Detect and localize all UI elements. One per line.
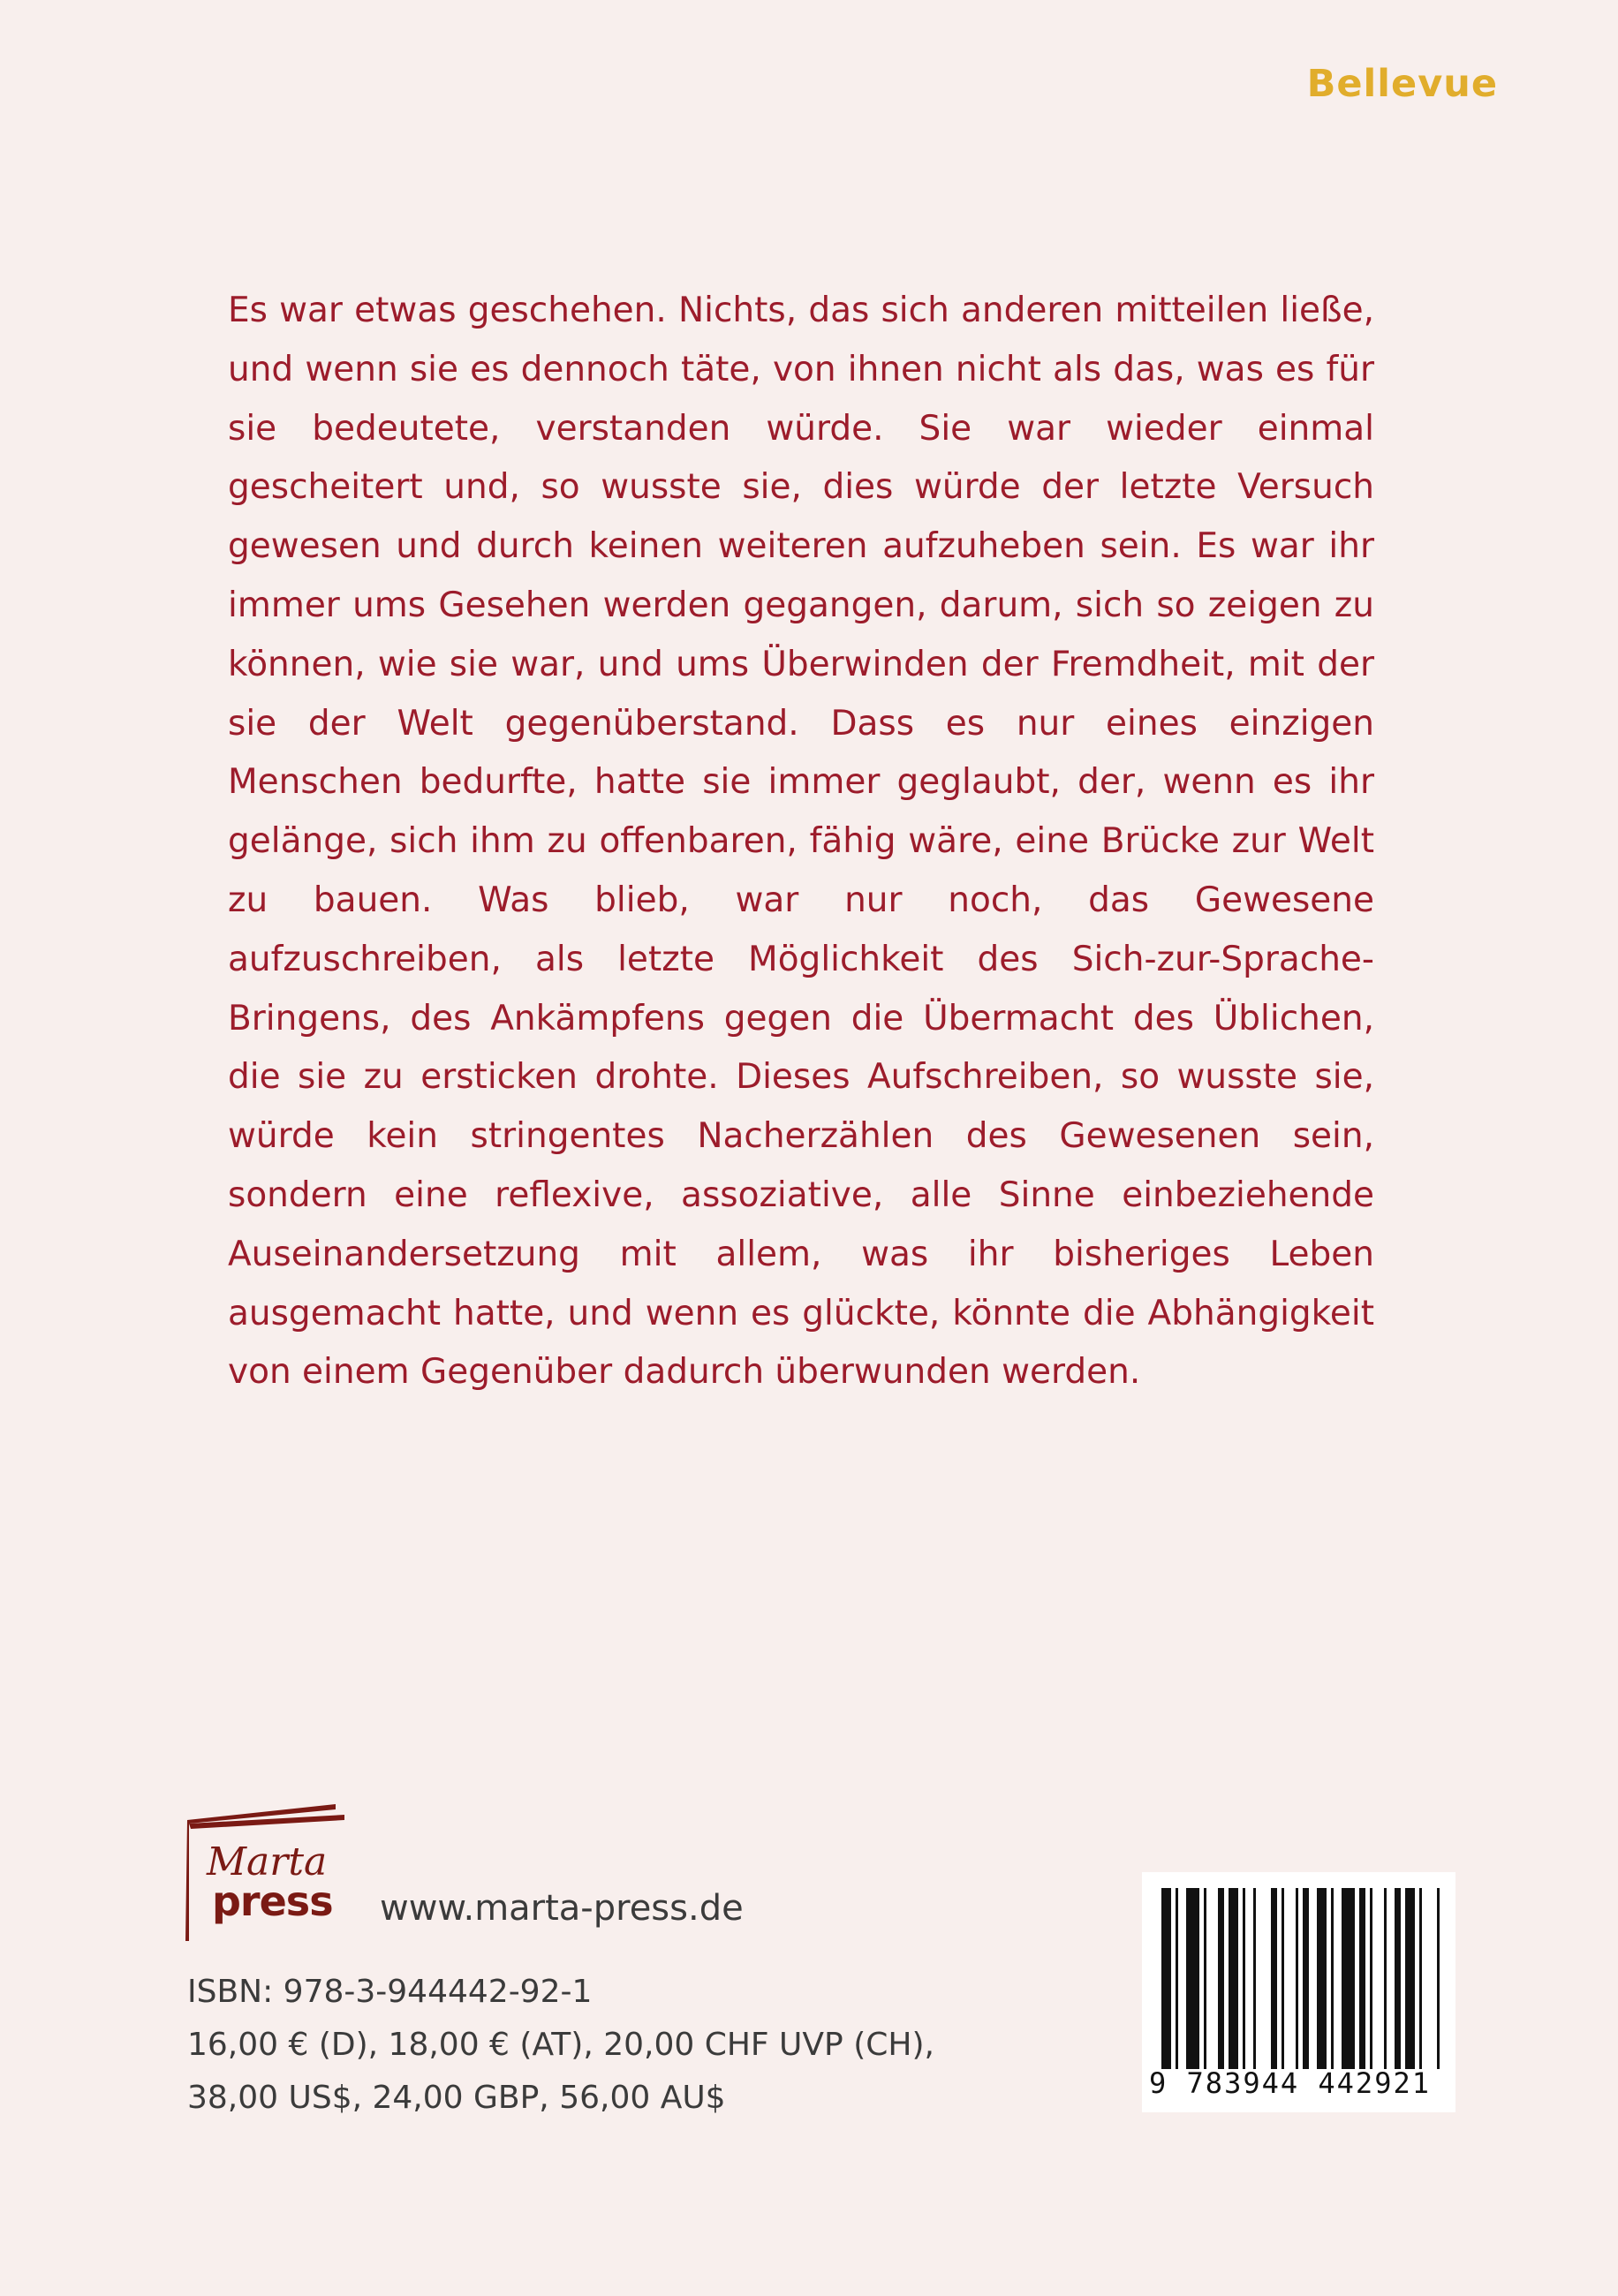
barcode-bar bbox=[1271, 1888, 1277, 2069]
barcode bbox=[1142, 1872, 1455, 2112]
isbn-line: ISBN: 978-3-944442-92-1 bbox=[187, 1974, 593, 2010]
barcode-bar bbox=[1437, 1888, 1440, 2069]
barcode-bar bbox=[1243, 1888, 1245, 2069]
barcode-bar bbox=[1370, 1888, 1372, 2069]
blurb-text: Es war etwas geschehen. Nichts, das sich anderen mitteilen ließe, und wenn sie es dennoch täte, von ihnen nicht als das, was es für sie bedeutete, verstanden würde. Sie war wieder einmal gescheitert und, so wusste sie, dies würde der letzte Versuch gewesen und durch keinen weiteren aufzuheben sein. Es war ihr immer ums Gesehen werden gegangen, darum, sich so zeigen zu können, wie sie war, und ums Überwinden der Fremdheit, mit der sie der Welt gegenüberstand. Dass es nur eines einzigen Menschen bedurfte, hatte sie immer geglaubt, der, wenn es ihr gelänge, sich ihm zu offenbaren, fähig wäre, eine Brücke zur Welt zu bauen. Was blieb, war nur noch, das Gewesene aufzuschreiben, als letzte Möglichkeit des Sich-zur-Sprache-Bringens, des Ankämpfens gegen die Übermacht des Üblichen, die sie zu ersticken drohte. Dieses Aufschreiben, so wusste sie, würde kein stringentes Nacherzählen des Gewesenen sein, sondern eine reflexive, assoziative, alle Sinne einbeziehende Auseinandersetzung mit allem, was ihr bisheriges Leben ausgemacht hatte, und wenn es glückte, könnte die Abhängigkeit von einem Gegenüber dadurch überwunden werden. bbox=[228, 291, 1374, 1393]
price-line-2: 38,00 US$, 24,00 GBP, 56,00 AU$ bbox=[187, 2080, 726, 2116]
barcode-bar bbox=[1176, 1888, 1178, 2069]
barcode-bar bbox=[1317, 1888, 1327, 2069]
logo-text-press: press bbox=[212, 1877, 333, 1925]
barcode-bar bbox=[1303, 1888, 1309, 2069]
barcode-digits: 9 783944 442921 bbox=[1149, 2066, 1431, 2100]
series-label: Bellevue bbox=[1306, 62, 1498, 106]
barcode-bar bbox=[1395, 1888, 1401, 2069]
book-info bbox=[187, 1966, 934, 2125]
barcode-bar bbox=[1419, 1888, 1422, 2069]
publisher-logo bbox=[185, 1804, 349, 1941]
publisher-website: www.marta-press.de bbox=[380, 1888, 744, 1929]
barcode-bar bbox=[1229, 1888, 1238, 2069]
barcode-bar bbox=[1161, 1888, 1171, 2069]
barcode-bar bbox=[1296, 1888, 1298, 2069]
barcode-bar bbox=[1331, 1888, 1334, 2069]
barcode-bar bbox=[1204, 1888, 1206, 2069]
logo-frame-top bbox=[189, 1815, 344, 1829]
barcode-bar bbox=[1359, 1888, 1365, 2069]
barcode-bar bbox=[1186, 1888, 1199, 2069]
barcode-bar bbox=[1342, 1888, 1355, 2069]
barcode-bar bbox=[1405, 1888, 1415, 2069]
price-line-1: 16,00 € (D), 18,00 € (AT), 20,00 CHF UVP (CH), bbox=[187, 2027, 934, 2063]
barcode-bar bbox=[1282, 1888, 1284, 2069]
barcode-bar bbox=[1218, 1888, 1224, 2069]
logo-text-marta: Marta bbox=[207, 1839, 328, 1884]
barcode-bar bbox=[1253, 1888, 1256, 2069]
barcode-bar bbox=[1384, 1888, 1387, 2069]
